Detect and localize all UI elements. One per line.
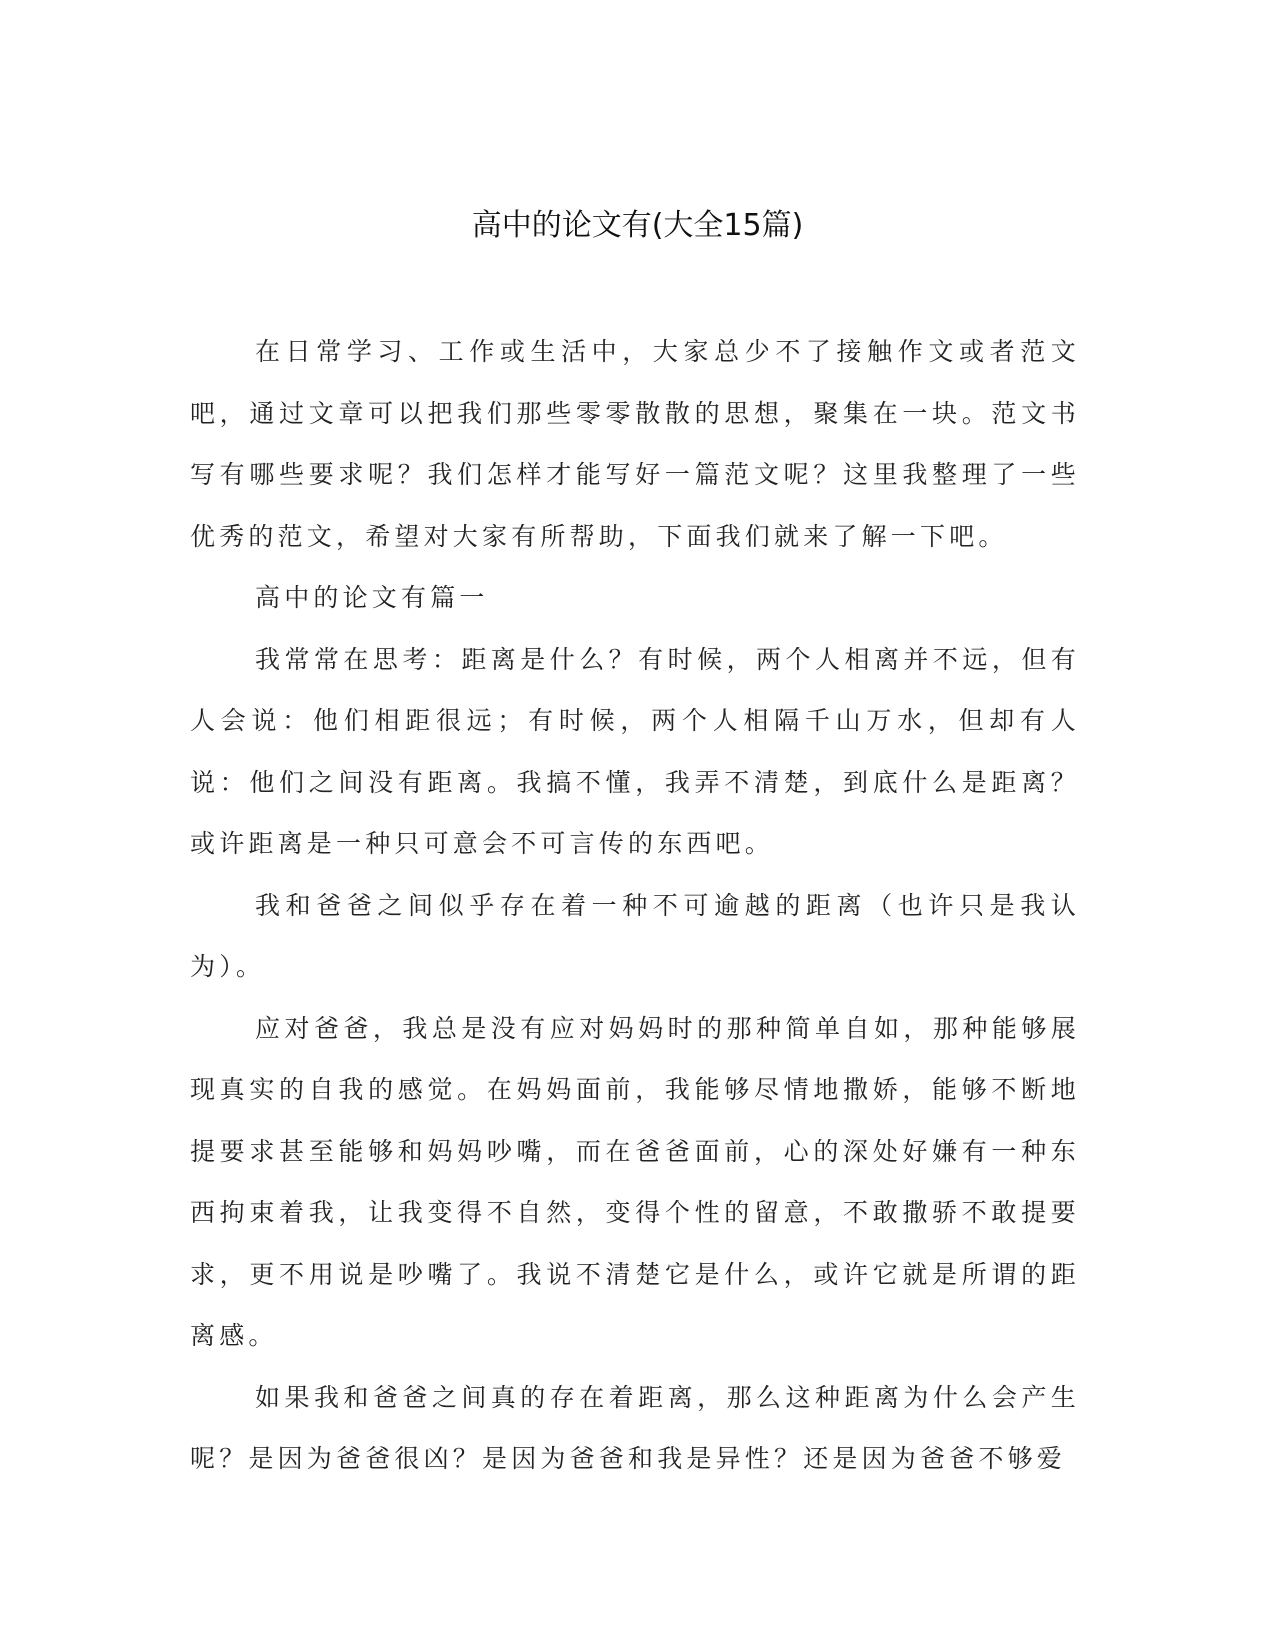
paragraph-intro: 在日常学习、工作或生活中，大家总少不了接触作文或者范文吧，通过文章可以把我们那些零零散散的思想，聚集在一块。范文书写有哪些要求呢？我们怎样才能写好一篇范文呢？这里我整理了一些优秀的范文，希望对大家有所帮助，下面我们就来了解一下吧。: [190, 337, 1080, 551]
section-heading: 高中的论文有篇一: [255, 583, 489, 612]
paragraph: 如果我和爸爸之间真的存在着距离，那么这种距离为什么会产生呢？是因为爸爸很凶？是因为爸爸和我是异性？还是因为爸爸不够爱: [190, 1382, 1080, 1473]
document-body: [190, 321, 1080, 1490]
paragraph: 我常常在思考：距离是什么？有时候，两个人相离并不远，但有人会说：他们相距很远；有时候，两个人相隔千山万水，但却有人说：他们之间没有距离。我搞不懂，我弄不清楚，到底什么是距离？或许距离是一种只可意会不可言传的东西吧。: [190, 644, 1080, 858]
paragraph: 应对爸爸，我总是没有应对妈妈时的那种简单自如，那种能够展现真实的自我的感觉。在妈妈面前，我能够尽情地撒娇，能够不断地提要求甚至能够和妈妈吵嘴，而在爸爸面前，心的深处好嫌有一种东西拘束着我，让我变得不自然，变得个性的留意，不敢撒骄不敢提要求，更不用说是吵嘴了。我说不清楚它是什么，或许它就是所谓的距离感。: [190, 1013, 1080, 1350]
document-title: 高中的论文有(大全15篇): [471, 208, 804, 243]
paragraph: 我和爸爸之间似乎存在着一种不可逾越的距离（也许只是我认为）。: [190, 890, 1080, 981]
